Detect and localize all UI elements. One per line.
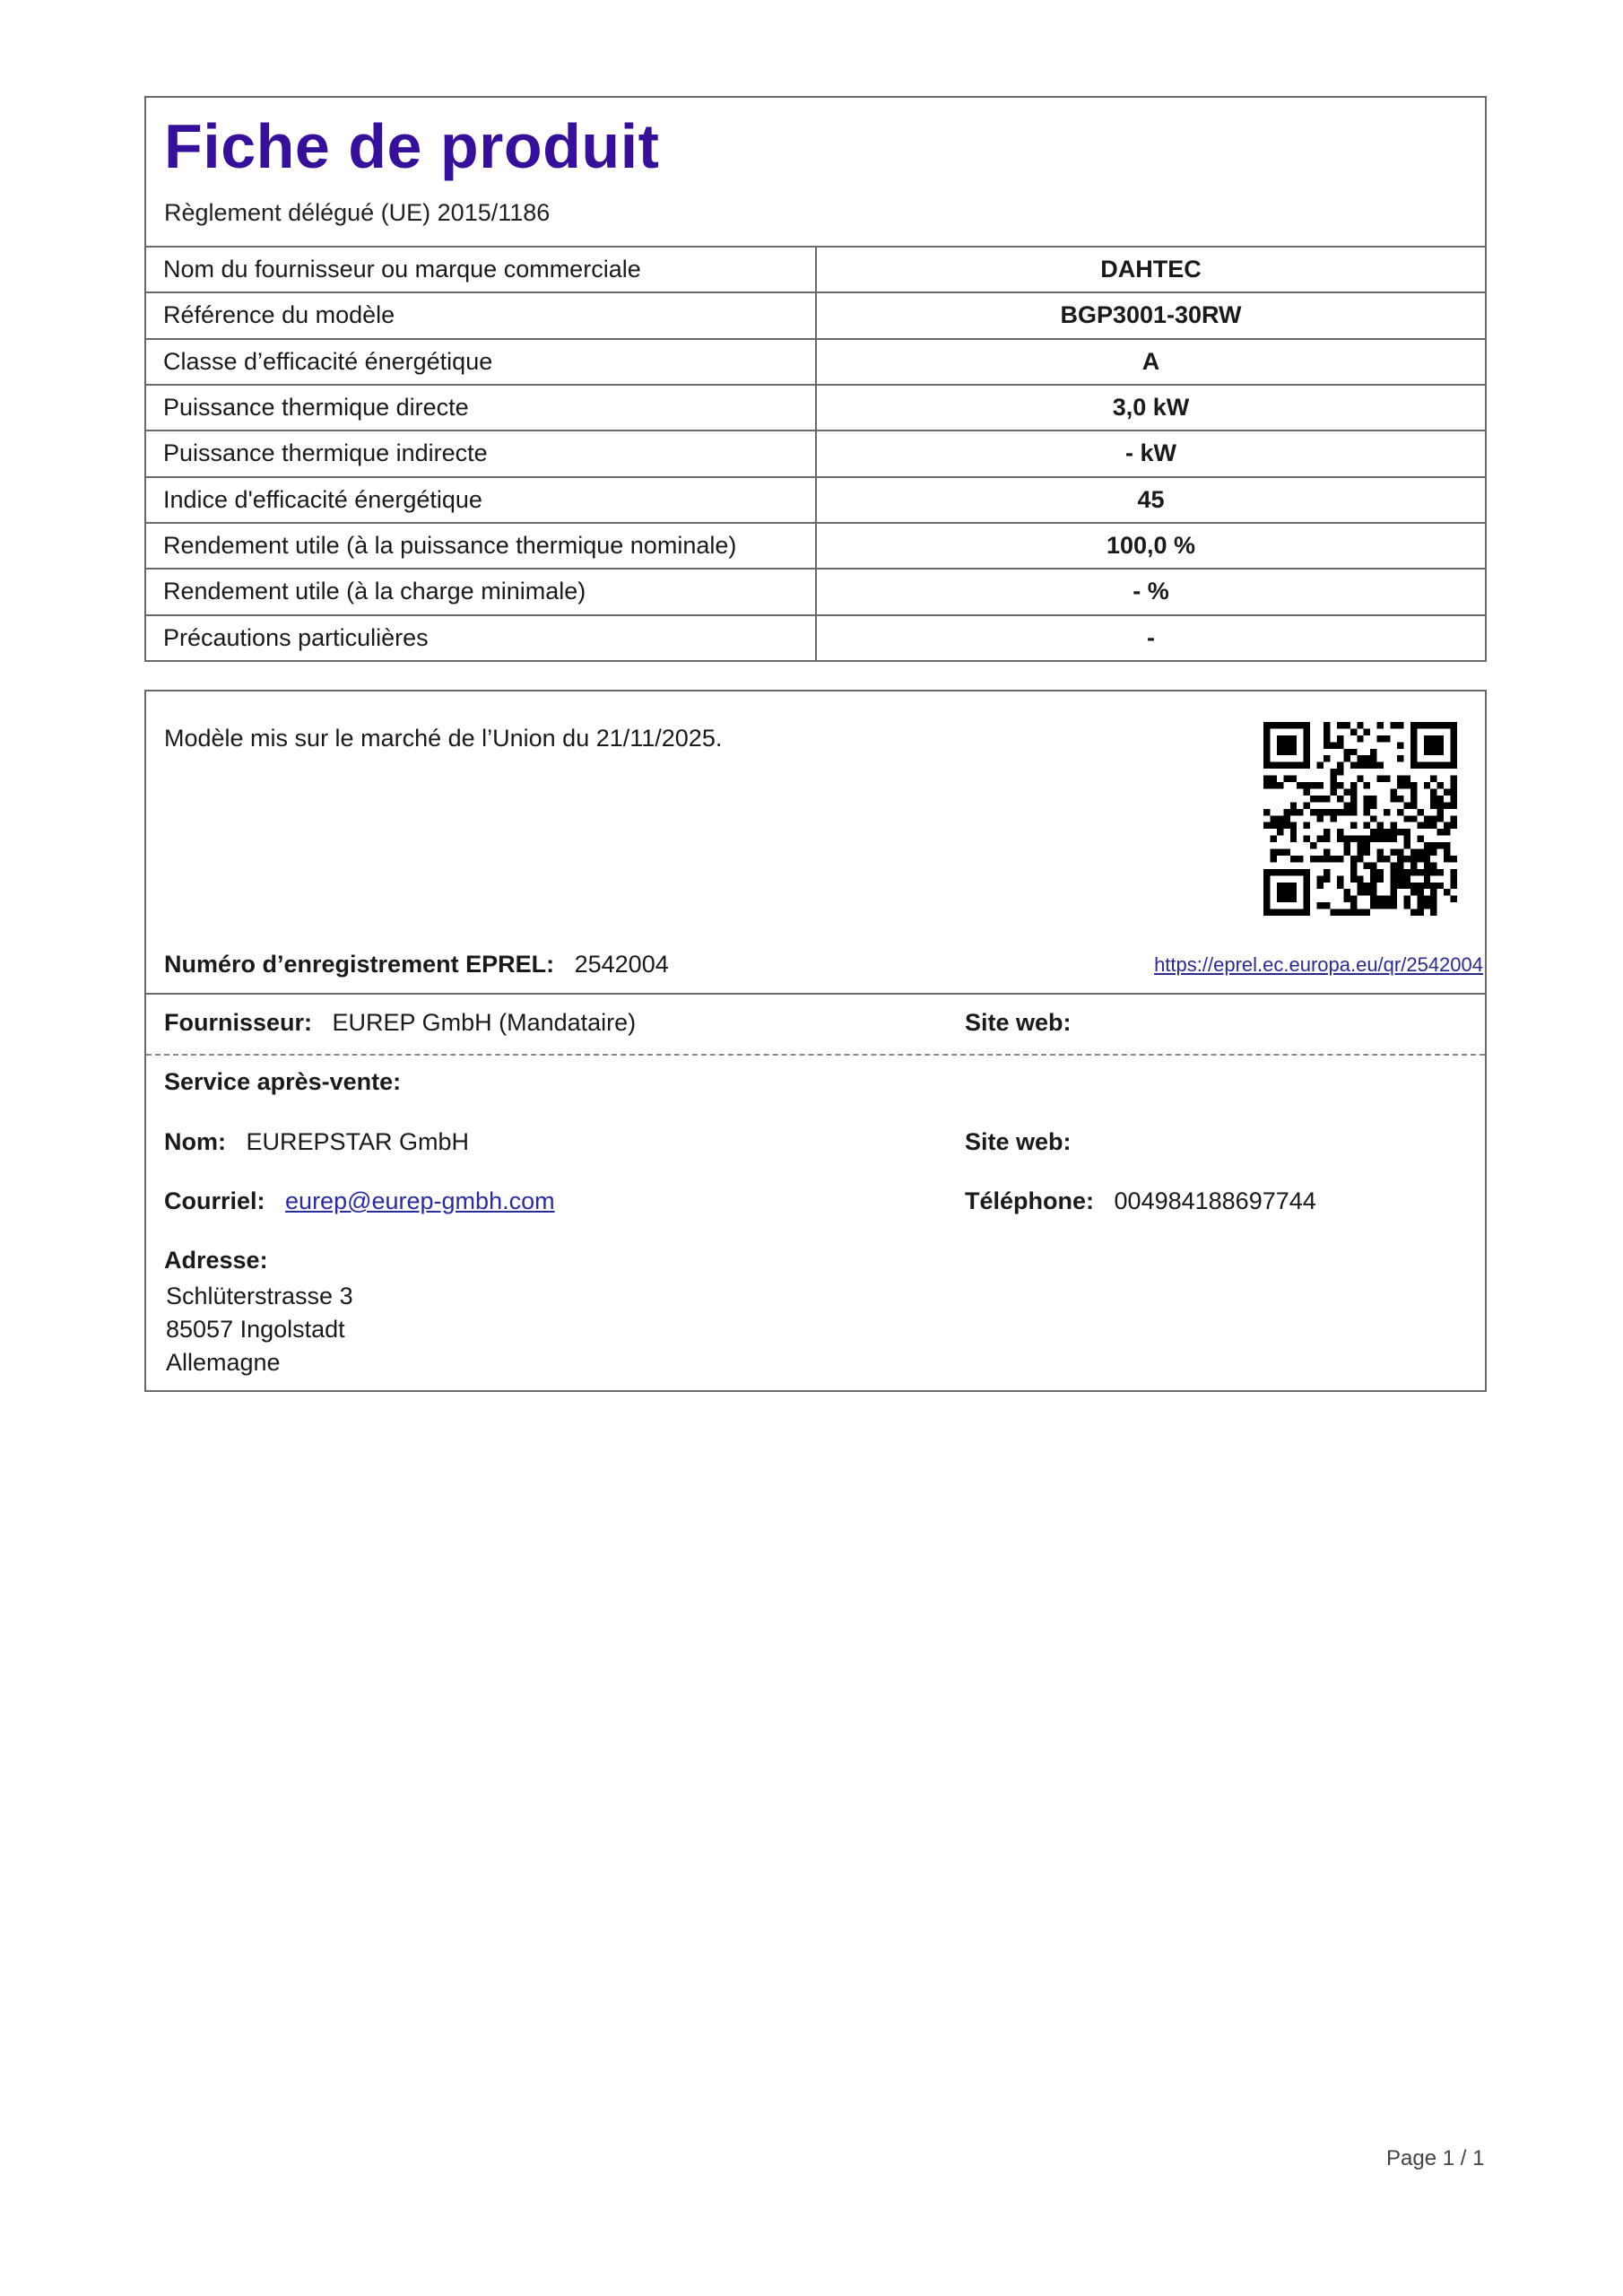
supplier-row xyxy=(164,1004,636,1040)
spec-value: DAHTEC xyxy=(816,247,1485,292)
service-website-label: Site web: xyxy=(965,1128,1072,1155)
product-sheet-header-box xyxy=(144,96,1487,662)
spec-label: Puissance thermique directe xyxy=(146,385,816,430)
spec-label: Classe d’efficacité énergétique xyxy=(146,339,816,385)
spec-table xyxy=(146,246,1485,661)
table-row xyxy=(146,523,1485,569)
service-email-link[interactable]: eurep@eurep-gmbh.com xyxy=(285,1187,555,1214)
eprel-registration xyxy=(164,946,669,982)
page-title: Fiche de produit xyxy=(164,111,660,181)
address-line: 85057 Ingolstadt xyxy=(166,1316,345,1343)
service-phone-label: Téléphone: xyxy=(965,1187,1095,1214)
spec-value: - % xyxy=(816,569,1485,614)
service-name-row xyxy=(164,1124,469,1160)
eprel-link[interactable]: https://eprel.ec.europa.eu/qr/2542004 xyxy=(1154,953,1483,976)
service-name-label: Nom: xyxy=(164,1128,226,1155)
supplier-info-box xyxy=(144,690,1487,1392)
spec-value: A xyxy=(816,339,1485,385)
table-row xyxy=(146,385,1485,430)
spec-label: Référence du modèle xyxy=(146,292,816,338)
supplier-value: EUREP GmbH (Mandataire) xyxy=(332,1009,637,1036)
spec-label: Rendement utile (à la charge minimale) xyxy=(146,569,816,614)
spec-label: Indice d'efficacité énergétique xyxy=(146,477,816,523)
table-row xyxy=(146,477,1485,523)
spec-label: Rendement utile (à la puissance thermique nominale) xyxy=(146,523,816,569)
eprel-number: 2542004 xyxy=(574,951,669,978)
dashed-divider xyxy=(146,1054,1485,1056)
supplier-website-label: Site web: xyxy=(965,1009,1072,1036)
table-row xyxy=(146,430,1485,476)
spec-value: - kW xyxy=(816,430,1485,476)
qr-code-icon[interactable] xyxy=(1263,722,1457,916)
spec-value: 45 xyxy=(816,477,1485,523)
supplier-website-row xyxy=(965,1004,1072,1040)
regulation-reference: Règlement délégué (UE) 2015/1186 xyxy=(164,199,551,226)
service-address-label: Adresse: xyxy=(164,1247,268,1274)
table-row xyxy=(146,615,1485,661)
spec-value: 3,0 kW xyxy=(816,385,1485,430)
market-date-text: Modèle mis sur le marché de l’Union du 21/11/2025. xyxy=(164,725,723,752)
table-row xyxy=(146,339,1485,385)
divider xyxy=(146,993,1485,995)
spec-label: Puissance thermique indirecte xyxy=(146,430,816,476)
spec-label: Nom du fournisseur ou marque commerciale xyxy=(146,247,816,292)
supplier-label: Fournisseur: xyxy=(164,1009,313,1036)
table-row xyxy=(146,569,1485,614)
address-line: Allemagne xyxy=(166,1349,281,1376)
table-row xyxy=(146,292,1485,338)
service-name-value: EUREPSTAR GmbH xyxy=(246,1128,470,1155)
service-heading: Service après-vente: xyxy=(164,1068,402,1095)
page-number: Page 1 / 1 xyxy=(1386,2146,1485,2170)
service-email-label: Courriel: xyxy=(164,1187,265,1214)
service-phone-value: 004984188697744 xyxy=(1114,1187,1316,1214)
eprel-label: Numéro d’enregistrement EPREL: xyxy=(164,951,555,978)
table-row xyxy=(146,247,1485,292)
spec-value: - xyxy=(816,615,1485,661)
address-line: Schlüterstrasse 3 xyxy=(166,1283,353,1309)
spec-label: Précautions particulières xyxy=(146,615,816,661)
service-phone-row xyxy=(965,1183,1316,1219)
service-address xyxy=(166,1280,353,1379)
service-email-row xyxy=(164,1183,555,1219)
spec-value: 100,0 % xyxy=(816,523,1485,569)
service-website-row xyxy=(965,1124,1072,1160)
spec-value: BGP3001-30RW xyxy=(816,292,1485,338)
